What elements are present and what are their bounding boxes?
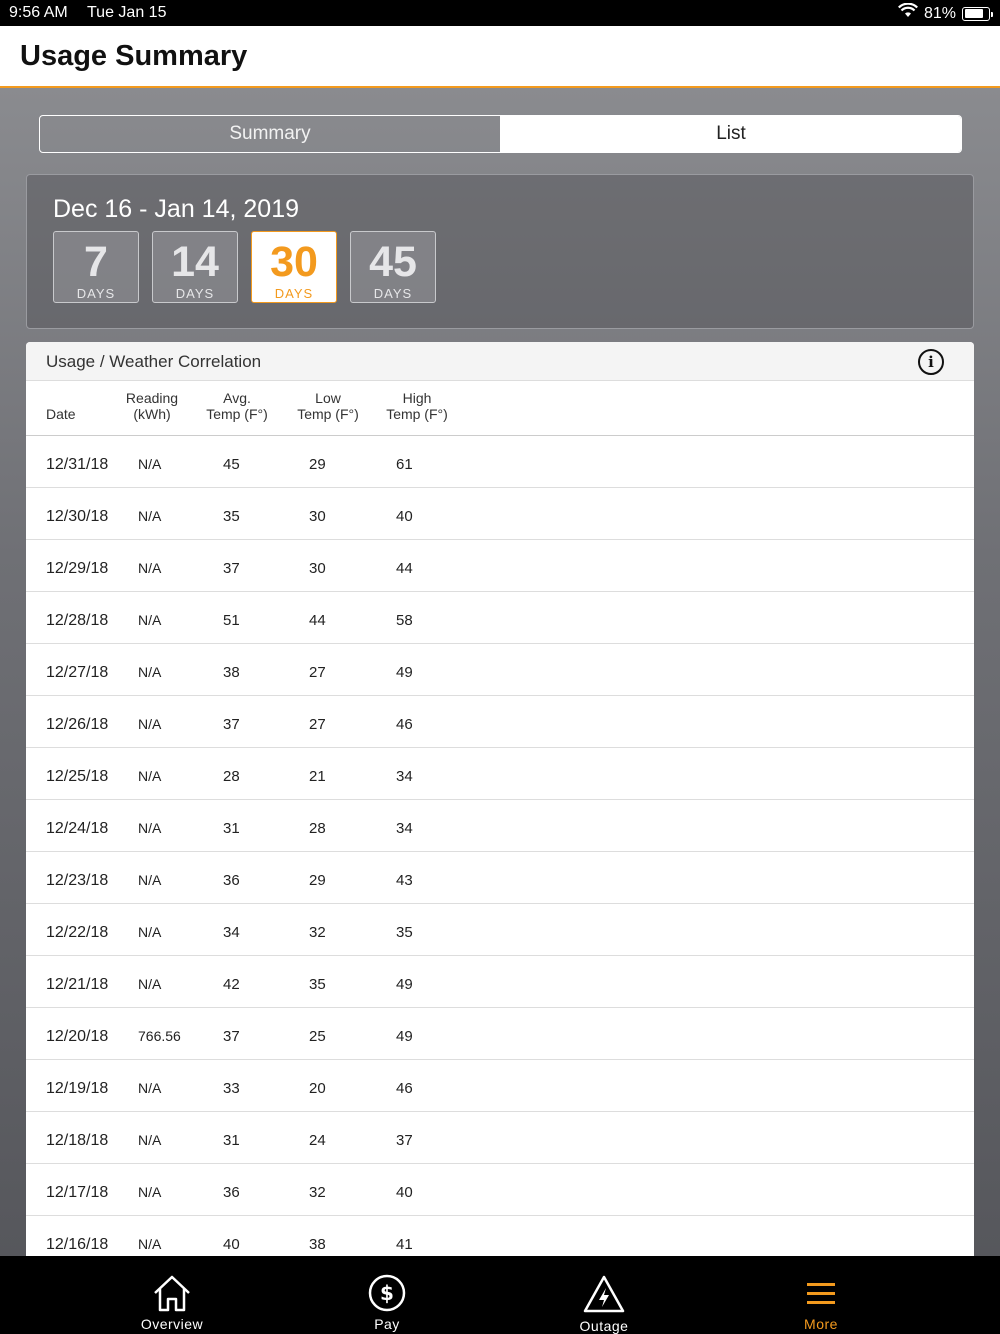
cell-reading: N/A <box>138 612 162 628</box>
range-unit: DAYS <box>76 286 116 301</box>
cell-low-temp: 20 <box>309 1080 326 1097</box>
column-header-text: Temp (F°) <box>206 406 268 422</box>
cell-reading: N/A <box>138 924 162 940</box>
cell-reading: N/A <box>138 1080 162 1096</box>
cell-date: 12/19/18 <box>46 1080 109 1097</box>
cell-date: 12/17/18 <box>46 1184 109 1201</box>
column-header-reading <box>114 390 190 422</box>
tab-pay[interactable] <box>327 1256 447 1334</box>
list-tab[interactable]: List <box>501 116 961 152</box>
cell-avg-temp: 33 <box>223 1080 240 1097</box>
table-row <box>26 800 974 852</box>
cell-low-temp: 29 <box>309 456 326 473</box>
table-row <box>26 696 974 748</box>
main-content <box>0 88 1000 1256</box>
cell-date: 12/16/18 <box>46 1236 109 1253</box>
info-icon[interactable]: i <box>918 349 944 375</box>
table-row <box>26 436 974 488</box>
cell-high-temp: 49 <box>396 976 413 993</box>
table-row <box>26 1112 974 1164</box>
tab-label: Outage <box>579 1318 629 1334</box>
cell-low-temp: 25 <box>309 1028 326 1045</box>
battery-percent: 81% <box>923 4 956 22</box>
summary-tab[interactable]: Summary <box>40 116 501 152</box>
cell-low-temp: 44 <box>309 612 326 629</box>
cell-avg-temp: 42 <box>223 976 240 993</box>
range-number: 14 <box>171 238 219 286</box>
range-number: 30 <box>270 238 318 286</box>
cell-avg-temp: 37 <box>223 1028 240 1045</box>
column-header-high-temp <box>378 390 456 422</box>
cell-low-temp: 27 <box>309 664 326 681</box>
tab-label: Overview <box>140 1316 204 1332</box>
cell-avg-temp: 28 <box>223 768 240 785</box>
range-7-days-button[interactable] <box>53 231 139 303</box>
battery-icon <box>962 7 990 21</box>
range-unit: DAYS <box>373 286 413 301</box>
cell-low-temp: 35 <box>309 976 326 993</box>
cell-reading: N/A <box>138 872 162 888</box>
range-30-days-button[interactable] <box>251 231 337 303</box>
cell-high-temp: 46 <box>396 716 413 733</box>
table-row <box>26 852 974 904</box>
cell-date: 12/20/18 <box>46 1028 109 1045</box>
cell-reading: N/A <box>138 716 162 732</box>
cell-high-temp: 41 <box>396 1236 413 1253</box>
cell-low-temp: 32 <box>309 924 326 941</box>
column-header-text: (kWh) <box>133 406 171 422</box>
table-row <box>26 540 974 592</box>
table-row <box>26 748 974 800</box>
cell-high-temp: 40 <box>396 508 413 525</box>
cell-reading: N/A <box>138 1236 162 1252</box>
cell-avg-temp: 51 <box>223 612 240 629</box>
tab-label: More <box>804 1316 838 1332</box>
status-time: 9:56 AM <box>9 4 68 21</box>
table-row <box>26 1060 974 1112</box>
cell-high-temp: 49 <box>396 1028 413 1045</box>
cell-high-temp: 49 <box>396 664 413 681</box>
status-date: Tue Jan 15 <box>87 4 167 21</box>
table-row <box>26 1008 974 1060</box>
column-header-text: Date <box>46 406 76 422</box>
cell-date: 12/28/18 <box>46 612 109 629</box>
cell-low-temp: 24 <box>309 1132 326 1149</box>
table-row <box>26 904 974 956</box>
wifi-icon <box>898 3 918 24</box>
cell-low-temp: 28 <box>309 820 326 837</box>
header <box>0 26 1000 88</box>
cell-low-temp: 30 <box>309 508 326 525</box>
cell-date: 12/23/18 <box>46 872 109 889</box>
usage-weather-table <box>26 342 974 1256</box>
table-card-header <box>26 342 974 381</box>
cell-high-temp: 44 <box>396 560 413 577</box>
table-row <box>26 488 974 540</box>
cell-high-temp: 61 <box>396 456 413 473</box>
cell-reading: N/A <box>138 820 162 836</box>
table-column-headers <box>26 381 974 436</box>
date-range-card <box>26 174 974 329</box>
outage-icon <box>582 1274 626 1314</box>
column-header-text: Avg. <box>223 390 251 406</box>
cell-high-temp: 46 <box>396 1080 413 1097</box>
cell-avg-temp: 40 <box>223 1236 240 1253</box>
table-row <box>26 644 974 696</box>
range-14-days-button[interactable] <box>152 231 238 303</box>
cell-avg-temp: 36 <box>223 1184 240 1201</box>
menu-icon <box>801 1274 841 1312</box>
cell-high-temp: 37 <box>396 1132 413 1149</box>
table-row <box>26 1216 974 1256</box>
range-unit: DAYS <box>175 286 215 301</box>
svg-text:$: $ <box>380 1281 394 1305</box>
cell-reading: N/A <box>138 1184 162 1200</box>
range-45-days-button[interactable] <box>350 231 436 303</box>
cell-low-temp: 30 <box>309 560 326 577</box>
tab-overview[interactable] <box>112 1256 232 1334</box>
cell-avg-temp: 45 <box>223 456 240 473</box>
cell-reading: N/A <box>138 976 162 992</box>
column-header-text: Reading <box>125 390 179 406</box>
cell-avg-temp: 34 <box>223 924 240 941</box>
cell-date: 12/29/18 <box>46 560 109 577</box>
column-header-text: High <box>402 390 432 406</box>
column-header-text: Low <box>315 390 341 406</box>
cell-date: 12/27/18 <box>46 664 109 681</box>
cell-high-temp: 35 <box>396 924 413 941</box>
status-bar <box>0 0 1000 26</box>
bottom-tab-bar <box>0 1256 1000 1334</box>
cell-low-temp: 32 <box>309 1184 326 1201</box>
cell-avg-temp: 35 <box>223 508 240 525</box>
tab-outage[interactable] <box>544 1256 664 1334</box>
cell-reading: 766.56 <box>138 1028 181 1044</box>
cell-low-temp: 27 <box>309 716 326 733</box>
cell-date: 12/21/18 <box>46 976 109 993</box>
cell-low-temp: 21 <box>309 768 326 785</box>
tab-more[interactable] <box>761 1256 881 1334</box>
cell-avg-temp: 31 <box>223 1132 240 1149</box>
date-range-title: Dec 16 - Jan 14, 2019 <box>53 195 299 223</box>
cell-reading: N/A <box>138 560 162 576</box>
column-header-avg-temp <box>198 390 276 422</box>
column-header-date <box>46 406 76 422</box>
home-icon <box>152 1274 192 1312</box>
view-segmented-control <box>39 115 962 153</box>
cell-avg-temp: 36 <box>223 872 240 889</box>
cell-reading: N/A <box>138 456 162 472</box>
tab-label: Pay <box>374 1316 400 1332</box>
cell-reading: N/A <box>138 508 162 524</box>
table-rows <box>26 436 974 1256</box>
cell-date: 12/25/18 <box>46 768 109 785</box>
cell-reading: N/A <box>138 1132 162 1148</box>
range-unit: DAYS <box>274 286 314 301</box>
cell-avg-temp: 31 <box>223 820 240 837</box>
cell-low-temp: 38 <box>309 1236 326 1253</box>
column-header-text: Temp (F°) <box>297 406 359 422</box>
cell-high-temp: 34 <box>396 820 413 837</box>
cell-low-temp: 29 <box>309 872 326 889</box>
cell-high-temp: 34 <box>396 768 413 785</box>
cell-avg-temp: 37 <box>223 716 240 733</box>
column-header-text: Temp (F°) <box>386 406 448 422</box>
cell-date: 12/26/18 <box>46 716 109 733</box>
range-number: 45 <box>369 238 417 286</box>
cell-high-temp: 58 <box>396 612 413 629</box>
cell-reading: N/A <box>138 664 162 680</box>
cell-high-temp: 40 <box>396 1184 413 1201</box>
cell-reading: N/A <box>138 768 162 784</box>
cell-high-temp: 43 <box>396 872 413 889</box>
table-row <box>26 956 974 1008</box>
cell-date: 12/30/18 <box>46 508 109 525</box>
status-indicators <box>898 3 990 24</box>
table-row <box>26 592 974 644</box>
column-header-low-temp <box>289 390 367 422</box>
cell-date: 12/31/18 <box>46 456 109 473</box>
table-row <box>26 1164 974 1216</box>
page-title: Usage Summary <box>20 40 248 72</box>
range-number: 7 <box>84 238 108 286</box>
cell-avg-temp: 37 <box>223 560 240 577</box>
table-title: Usage / Weather Correlation <box>46 352 262 371</box>
cell-avg-temp: 38 <box>223 664 240 681</box>
cell-date: 12/22/18 <box>46 924 109 941</box>
dollar-icon <box>367 1274 407 1312</box>
cell-date: 12/24/18 <box>46 820 109 837</box>
cell-date: 12/18/18 <box>46 1132 109 1149</box>
